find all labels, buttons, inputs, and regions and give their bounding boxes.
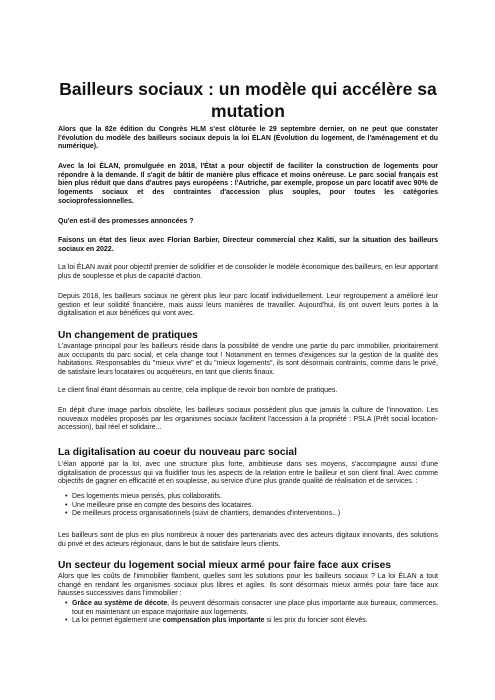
intro-paragraph-1: Alors que la 82e édition du Congrès HLM s'est clôturée le 29 septembre dernier, on ne peut que constater l'évolution du modèle des bailleurs sociaux depuis la loi ÉLAN (Évolution du logement, de l'aménagement et du numérique). [58,126,438,151]
section-heading-digitalisation: La digitalisation au coeur du nouveau parc social [58,447,297,458]
page-title: Bailleurs sociaux : un modèle qui accélère sa mutation [59,79,437,121]
list-item: • Des logements mieux pensés, plus collaboratifs. [72,493,438,502]
list-item [72,617,438,626]
crisis-measures-list [58,600,438,626]
section1-paragraph-1: L'avantage principal pour les bailleurs réside dans la possibilité de vendre une partie du parc immobilier, prioritairement aux occupants du parc social, et cela change tout ! Notamment en termes d'exigences sur la gestion de la qualité des habitations. Responsables du "mieux vivre" et du "mieux logements", ils sont désormais contraints, comme dans le privé, de satisfaire leurs locataires ou acquéreurs, en tant que clients finaux. [58,343,438,377]
section2-paragraph-2: Les bailleurs sont de plus en plus nombreux à nouer des partenariats avec des acteurs digitaux innovants, des solutions du privé et des acteurs régionaux, dans le but de satisfaire leurs clients. [58,532,438,548]
section1-paragraph-2: Le client final étant désormais au centre, cela implique de revoir bon nombre de pratiques. [58,387,338,394]
section1-paragraph-3: En dépit d'une image parfois obsolète, les bailleurs sociaux possèdent plus que jamais la culture de l'innovation. Les nouveaux modèles proposés par les organismes sociaux facilitent l'accession à la propriété : PSLA (Prêt social location-accession), bail réel et solidaire... [58,407,438,432]
bullet-bold-text: compensation plus importante [162,617,265,625]
intro-paragraph-2: Avec la loi ÉLAN, promulguée en 2018, l'État a pour objectif de faciliter la construction de logements pour répondre à la demande. Il s'agit de bâtir de manière plus efficace et moins onéreuse. Le parc social français est bien plus réduit que dans d'autres pays européens : l'Autriche, par exemple, propose un parc locatif avec 90% de logements sociaux et des contraintes d'accession plus souples, pour toutes les catégories socioprofessionnelles. [58,163,438,205]
bullet-text: La loi permet également une [72,617,163,625]
bullet-text: si les prix du foncier sont élevés. [264,617,368,625]
body-paragraph-1: La loi ÉLAN avait pour objectif premier de solidifier et de consolider le modèle économique des bailleurs, en leur apportant plus de souplesse et plus de capacité d'action. [58,264,438,280]
list-item: • Une meilleure prise en compte des besoins des locataires. [72,502,438,511]
digitalisation-benefits-list [58,493,438,519]
intro-block [58,126,438,152]
section3-paragraph-1: Alors que les coûts de l'immobilier flambent, quelles sont les solutions pour les bailleurs sociaux ? La loi ÉLAN a tout changé en rendant les organismes sociaux plus libres et agiles. Ils sont désormais mieux armés pour faire face aux hausses successives dans l'immobilier : [58,573,438,598]
document-page [58,78,438,122]
bullet-bold-text: Grâce au système de décote [72,600,168,607]
intro-paragraph-4: Faisons un état des lieux avec Florian Barbier, Directeur commercial chez Kaliti, sur la situation des bailleurs sociaux en 2022. [58,237,438,253]
list-item [72,600,438,617]
list-item: • De meilleurs process organisationnels (suivi de chantiers, demandes d'interventions...) [72,510,438,519]
section-heading-crises: Un secteur du logement social mieux armé pour faire face aux crises [58,560,391,571]
section-heading-practices: Un changement de pratiques [58,330,198,341]
section2-paragraph-1: L'élan apporté par la loi, avec une structure plus forte, ambitieuse dans ses moyens, s'accompagne aussi d'une digitalisation de processus qui va fluidifier tous les aspects de la relation entre le bailleur et son client final. Avec comme objectifs de gagner en efficacité et en souplesse, au service d'une plus grande qualité de réalisation et de services. : [58,461,438,486]
body-paragraph-2: Depuis 2018, les bailleurs sociaux ne gèrent plus leur parc locatif individuellement. Leur regroupement a amélioré leur gestion et leur solidité financière, mais aussi leurs manières de travailler. Aujourd'hui, ils ont ouvert leurs portes à la digitalisation et aux bénéfices qui vont avec. [58,293,438,318]
intro-question: Qu'en est-il des promesses annoncées ? [58,218,194,225]
bullet-text: , ils peuvent désormais consacrer une place plus importante aux bureaux, commerces, tout en maintenant un espace majoritaire aux logements. [72,600,438,616]
